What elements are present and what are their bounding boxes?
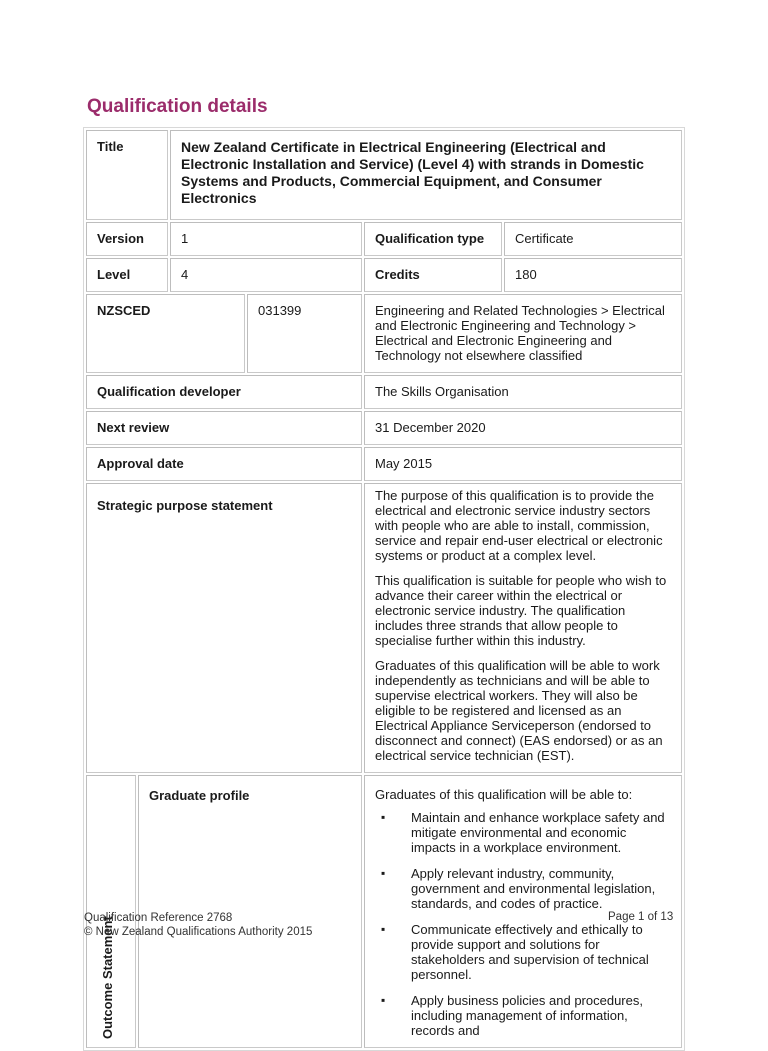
- qualification-type-value: Certificate: [504, 222, 682, 256]
- strategic-paragraph: This qualification is suitable for people who wish to advance their career within the electrical or electronic service industry. The qualification includes three strands that allow people to specialise further within this industry.: [375, 573, 667, 648]
- row-strategic-purpose: [86, 483, 682, 773]
- developer-label: Qualification developer: [86, 375, 362, 409]
- developer-value: The Skills Organisation: [364, 375, 682, 409]
- graduate-profile-intro: Graduates of this qualification will be able to:: [375, 787, 633, 802]
- row-developer: [86, 375, 682, 409]
- nzsced-value: Engineering and Related Technologies > Electrical and Electronic Engineering and Technology > Electrical and Electronic Engineering and Technology not elsewhere classified: [364, 294, 682, 373]
- graduate-profile-label: Graduate profile: [138, 775, 362, 1048]
- strategic-purpose-value: [364, 483, 682, 773]
- nzsced-code: 031399: [247, 294, 362, 373]
- graduate-profile-list: [375, 810, 674, 1038]
- level-value: 4: [170, 258, 362, 292]
- outcome-statement-label: Outcome Statement: [100, 916, 115, 1039]
- row-title: [86, 130, 682, 220]
- strategic-paragraph: The purpose of this qualification is to provide the electrical and electronic service industry sectors with people who are able to install, commission, service and repair end-user electrical or electronic systems or product at a complex level.: [375, 488, 663, 563]
- version-value: 1: [170, 222, 362, 256]
- row-nzsced: [86, 294, 682, 373]
- list-item: ▪ Communicate effectively and ethically to provide support and solutions for stakeholders and supervision of technical personnel.: [375, 922, 671, 982]
- copyright-notice: © New Zealand Qualifications Authority 2015: [84, 926, 313, 938]
- level-label: Level: [86, 258, 168, 292]
- row-level: [86, 258, 682, 292]
- title-label: Title: [86, 130, 168, 220]
- approval-date-label: Approval date: [86, 447, 362, 481]
- list-item: ▪ Apply business policies and procedures, including management of information, records and: [375, 993, 671, 1038]
- footer-left: [84, 911, 312, 939]
- list-item: ▪ Apply relevant industry, community, government and environmental legislation, standards, and codes of practice.: [375, 866, 671, 911]
- row-next-review: [86, 411, 682, 445]
- nzsced-label: NZSCED: [86, 294, 245, 373]
- next-review-value: 31 December 2020: [364, 411, 682, 445]
- next-review-label: Next review: [86, 411, 362, 445]
- strategic-paragraph: Graduates of this qualification will be able to work independently as technicians and will be able to supervise electrical workers. They will also be eligible to be registered and licensed as an Electrical Appliance Serviceperson (endorsed to disconnect and connect) (EAS endorsed) or as an electrical service technician (EST).: [375, 658, 663, 763]
- qualification-type-label: Qualification type: [364, 222, 502, 256]
- version-label: Version: [86, 222, 168, 256]
- qualification-reference: Qualification Reference 2768: [84, 912, 233, 924]
- credits-label: Credits: [364, 258, 502, 292]
- list-item: ▪ Maintain and enhance workplace safety and mitigate environmental and economic impacts in a workplace environment.: [375, 810, 671, 855]
- approval-date-value: May 2015: [364, 447, 682, 481]
- title-value: New Zealand Certificate in Electrical Engineering (Electrical and Electronic Installation and Service) (Level 4) with strands in Domestic Systems and Products, Commercial Equipment, and Consumer Electronics: [170, 130, 682, 220]
- row-approval-date: [86, 447, 682, 481]
- section-heading: Qualification details: [87, 96, 268, 117]
- strategic-purpose-label: Strategic purpose statement: [86, 483, 362, 773]
- credits-value: 180: [504, 258, 682, 292]
- page-number: Page 1 of 13: [608, 911, 674, 923]
- row-version: [86, 222, 682, 256]
